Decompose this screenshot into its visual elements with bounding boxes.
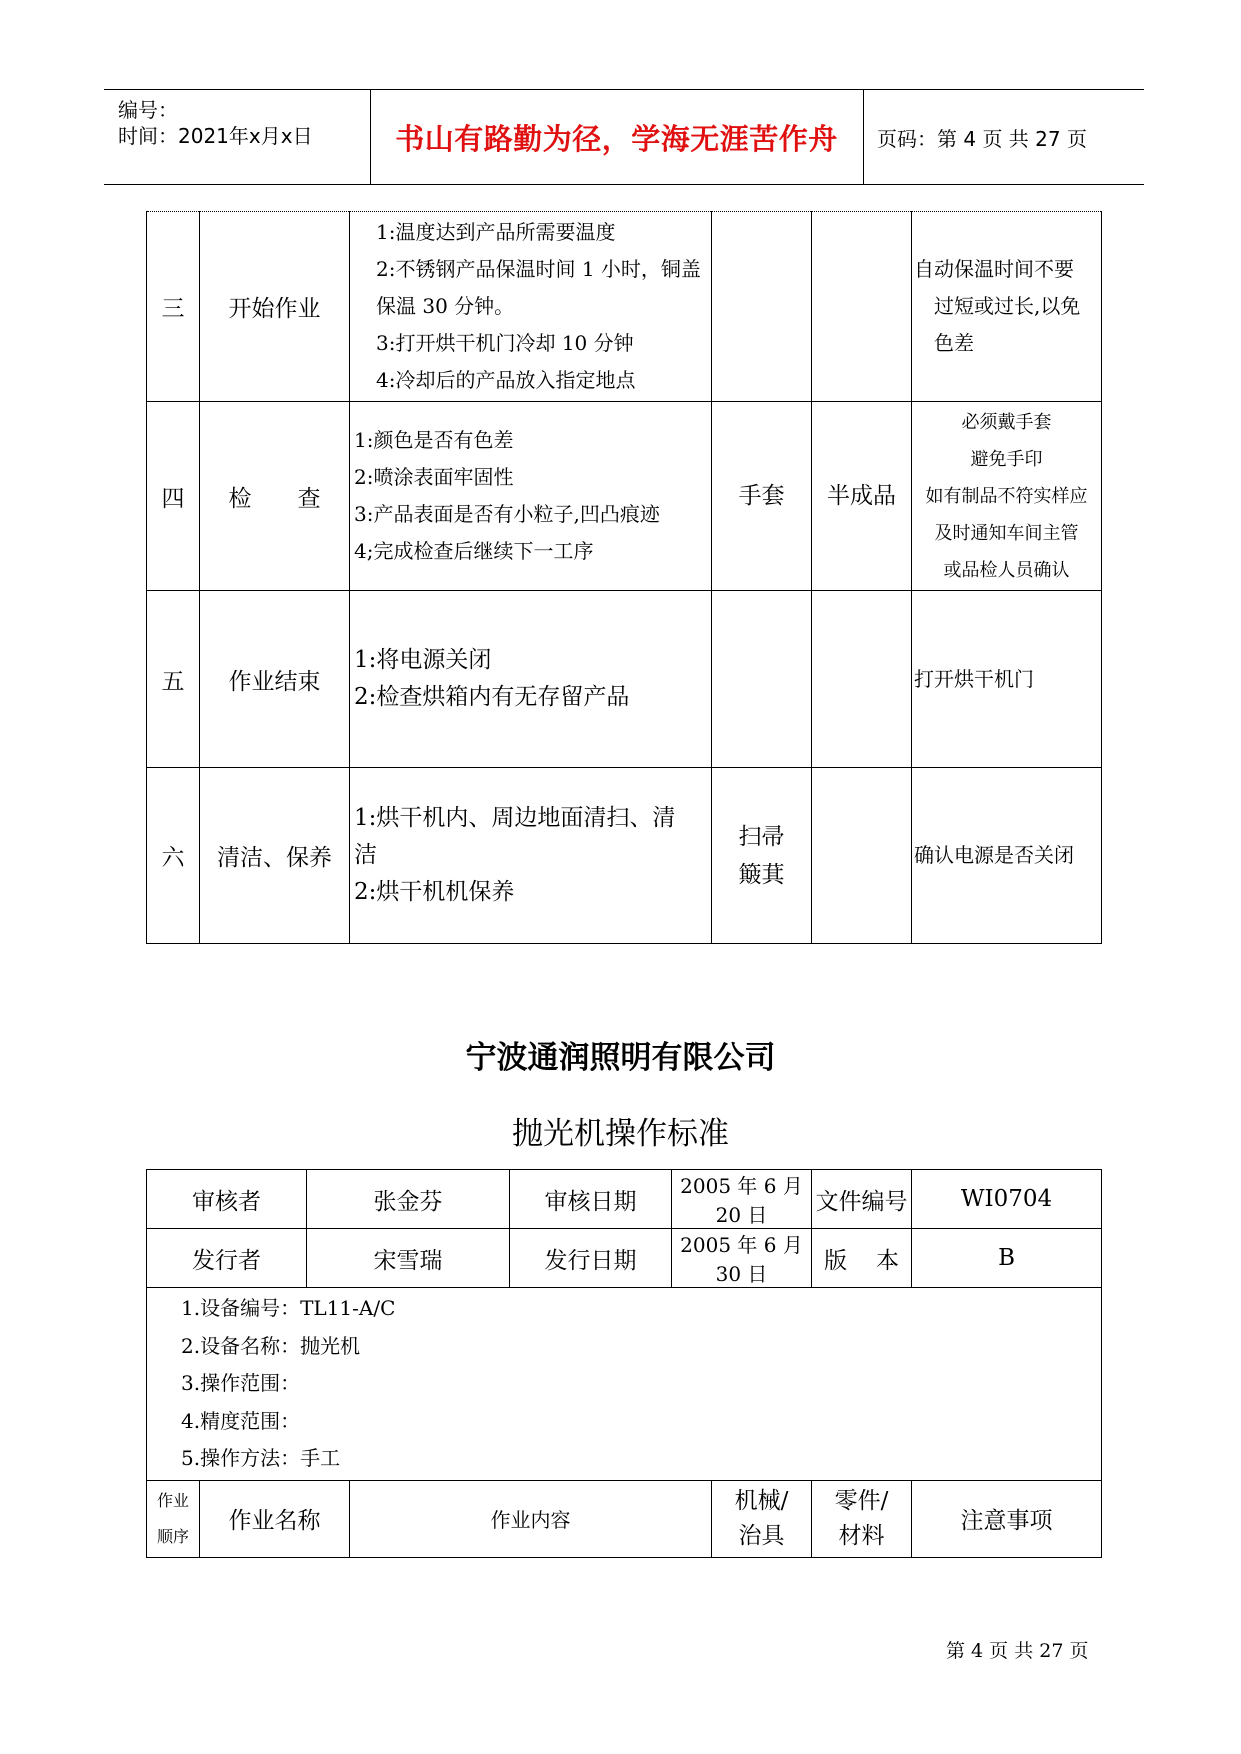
file-number-label: 文件编号: [812, 1170, 912, 1229]
content-line: 3:打开烘干机门冷却 10 分钟: [376, 331, 634, 355]
content-line: 2:烘干机机保养: [354, 879, 515, 905]
step-tool: 扫帚簸萁: [712, 768, 812, 944]
step-material: 半成品: [812, 402, 912, 591]
device-info-line: 1.设备编号：TL11-A/C: [181, 1296, 396, 1320]
note-line: 避免手印: [970, 448, 1043, 470]
col-header-note: 注意事项: [912, 1480, 1102, 1557]
company-name: 宁波通润照明有限公司: [465, 1040, 776, 1076]
col-header-material: [812, 1480, 912, 1557]
step-content: [350, 591, 712, 768]
content-line: 保温 30 分钟。: [376, 294, 515, 318]
content-line: 2:检查烘箱内有无存留产品: [354, 684, 630, 710]
version-label: [812, 1229, 912, 1288]
version-label-b: 本: [876, 1247, 900, 1274]
header-motto-cell: [370, 90, 864, 184]
issue-date-value: 2005 年 6 月 30 日: [672, 1229, 812, 1288]
content-line: 1:温度达到产品所需要温度: [376, 220, 616, 244]
device-info: [147, 1288, 1102, 1481]
col-header-seq: [147, 1480, 200, 1557]
step-row: [147, 212, 1102, 402]
reviewer-value: 张金芬: [307, 1170, 510, 1229]
time-line: 时间：2021年x月x日: [118, 124, 313, 148]
standard-table: [146, 1169, 1102, 1558]
doc-number-label: 编号：: [118, 98, 178, 122]
step-note: [912, 212, 1102, 402]
col-header-name: 作业名称: [200, 1480, 350, 1557]
step-content: [350, 402, 712, 591]
note-line: 色差: [934, 331, 974, 355]
col-header-seq-b: 顺序: [156, 1526, 189, 1546]
device-info-line: 3.操作范围：: [181, 1371, 301, 1395]
content-line: 洁: [354, 842, 377, 868]
column-header-row: [147, 1480, 1102, 1557]
content-line: 3:产品表面是否有小粒子,凹凸痕迹: [354, 502, 660, 526]
step-content: [350, 212, 712, 402]
page-footer: 第 4 页 共 27 页: [946, 1640, 1089, 1662]
col-header-tool-a: 机械/: [734, 1487, 789, 1514]
document-title: 抛光机操作标准: [512, 1116, 729, 1152]
content-line: 2:喷涂表面牢固性: [354, 465, 514, 489]
step-note: [912, 402, 1102, 591]
col-header-content: 作业内容: [350, 1480, 712, 1557]
step-name: 清洁、保养: [200, 768, 350, 944]
col-header-material-b: 材料: [838, 1522, 885, 1549]
col-header-material-a: 零件/: [834, 1487, 889, 1514]
content-line: 4:冷却后的产品放入指定地点: [376, 368, 636, 392]
step-name: 检 查: [200, 402, 350, 591]
note-line: 必须戴手套: [961, 411, 1052, 433]
motto: 书山有路勤为径，学海无涯苦作舟: [395, 121, 838, 156]
step-row: [147, 402, 1102, 591]
header-info-cell: [104, 90, 371, 184]
review-date-value: 2005 年 6 月 20 日: [672, 1170, 812, 1229]
device-info-line: 4.精度范围：: [181, 1408, 301, 1433]
meta-row-review: [147, 1170, 1102, 1229]
col-header-seq-a: 作业: [156, 1490, 189, 1510]
step-note: [912, 591, 1102, 768]
step-tool: [712, 591, 812, 768]
page-header: [104, 89, 1144, 185]
issue-date-label: 发行日期: [510, 1229, 672, 1288]
step-material: [812, 768, 912, 944]
note-line: 打开烘干机门: [914, 666, 1034, 691]
device-info-row: [147, 1288, 1102, 1481]
step-number: 五: [147, 591, 200, 768]
content-line: 1:颜色是否有色差: [354, 428, 514, 452]
device-info-line: 2.设备名称：抛光机: [181, 1333, 361, 1358]
page-label: 页码：第 4 页 共 27 页: [877, 126, 1087, 151]
step-material: [812, 591, 912, 768]
step-number: 四: [147, 402, 200, 591]
step-number: 三: [147, 212, 200, 402]
content-line: 1:将电源关闭: [354, 647, 492, 673]
content-line: 2:不锈钢产品保温时间 1 小时，铜盖: [376, 257, 701, 281]
note-line: 或品检人员确认: [943, 559, 1070, 581]
col-header-tool: [712, 1480, 812, 1557]
step-material: [812, 212, 912, 402]
col-header-tool-b: 治具: [738, 1522, 785, 1549]
note-line: 确认电源是否关闭: [914, 843, 1074, 867]
step-row: [147, 591, 1102, 768]
step-name: 作业结束: [200, 591, 350, 768]
note-line: 及时通知车间主管: [934, 522, 1079, 544]
meta-row-issue: [147, 1229, 1102, 1288]
issuer-label: 发行者: [147, 1229, 307, 1288]
content-line: 1:烘干机内、周边地面清扫、清: [354, 805, 676, 831]
issuer-value: 宋雪瑞: [307, 1229, 510, 1288]
note-line: 过短或过长,以免: [934, 294, 1081, 318]
step-note: [912, 768, 1102, 944]
step-row: [147, 768, 1102, 944]
note-line: 自动保温时间不要: [914, 257, 1074, 281]
step-name: 开始作业: [200, 212, 350, 402]
content-line: 4;完成检查后继续下一工序: [354, 539, 594, 563]
step-content: [350, 768, 712, 944]
review-date-label: 审核日期: [510, 1170, 672, 1229]
header-page-cell: [863, 90, 1144, 184]
file-number-value: WI0704: [912, 1170, 1102, 1229]
version-label-a: 版: [824, 1247, 848, 1274]
device-info-line: 5.操作方法：手工: [181, 1446, 341, 1470]
version-value: B: [912, 1229, 1102, 1288]
step-tool: 手套: [712, 402, 812, 591]
note-line: 如有制品不符实样应: [925, 485, 1088, 507]
steps-table: [146, 211, 1102, 944]
step-tool: [712, 212, 812, 402]
reviewer-label: 审核者: [147, 1170, 307, 1229]
step-number: 六: [147, 768, 200, 944]
